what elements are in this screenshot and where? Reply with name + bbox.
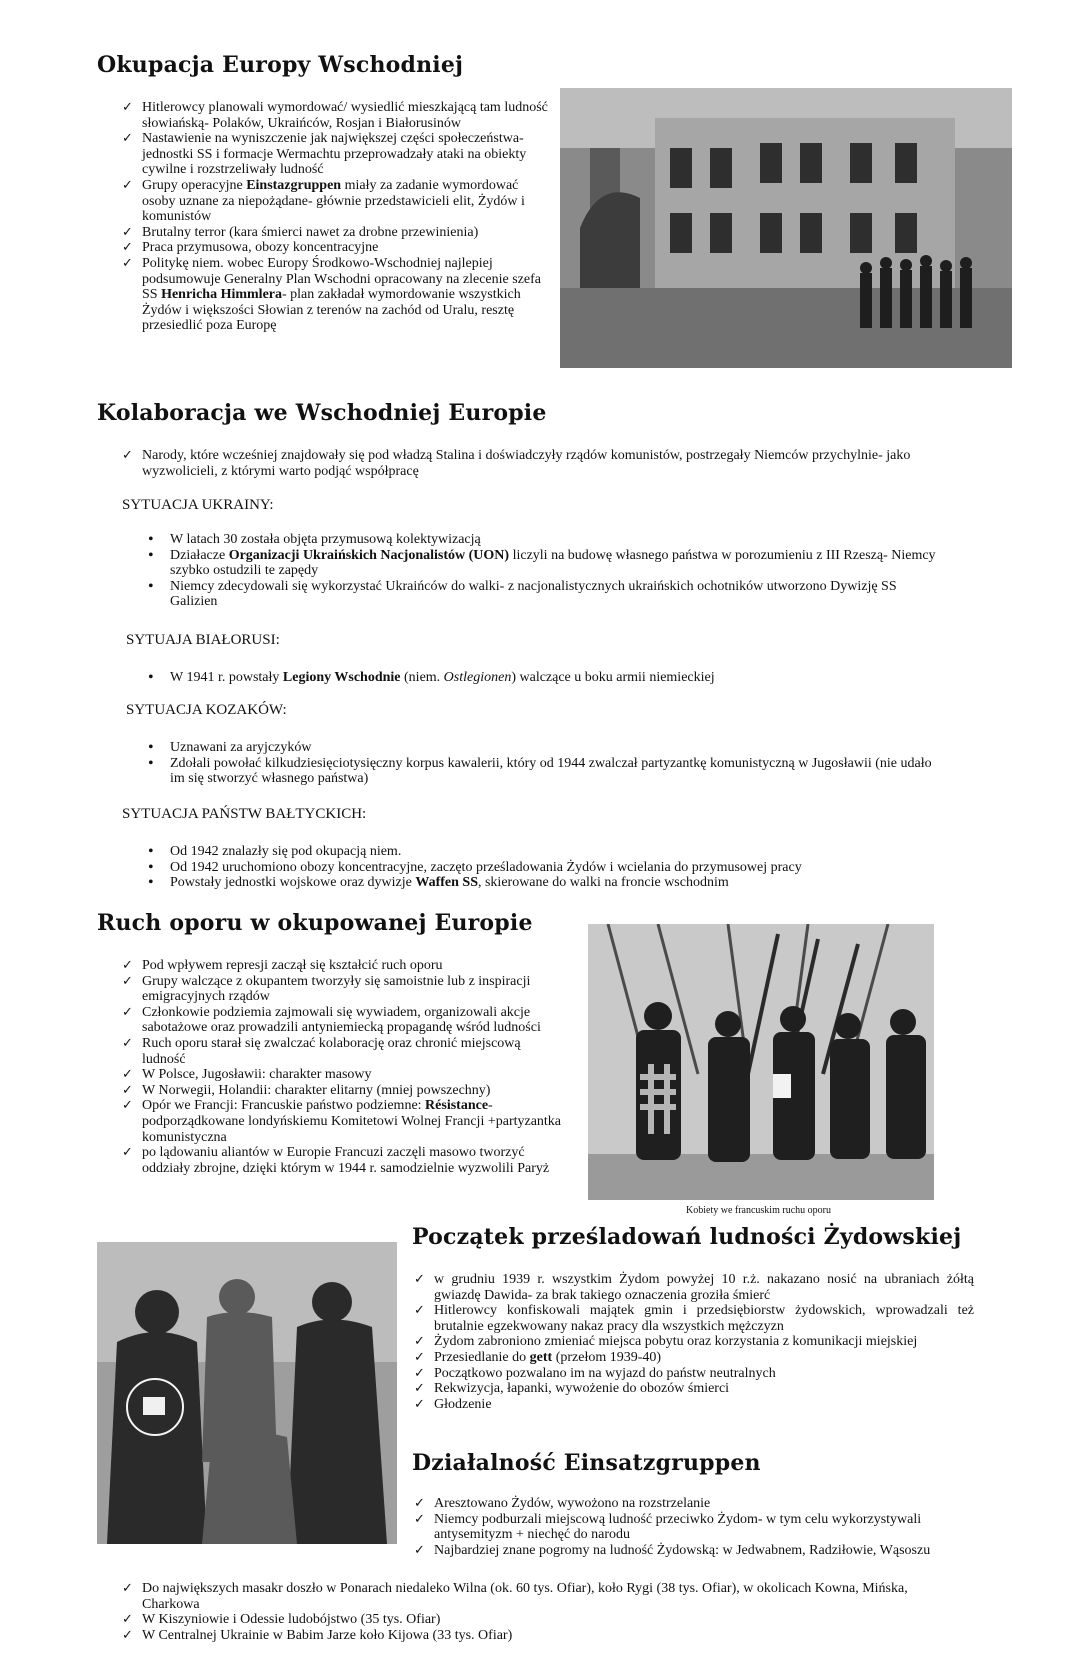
list-item [146,670,946,686]
list-item-text: ) walczące u boku armii niemieckiej [511,670,715,685]
list-item-text: (przełom 1939-40) [552,1349,662,1365]
collaboration-intro-list [122,448,922,479]
list-item [414,1397,974,1413]
list-item [146,740,946,756]
list-item-text: miały za zadanie wymordować osoby uznane za niepożądane- głównie przedstawicieli elit, Żydów i komunistów [142,177,525,225]
list-item [414,1350,974,1366]
list-item [122,1581,942,1612]
list-item-text: Ostlegionen [443,670,512,685]
baltic-heading: SYTUACJA PAŃSTW BAŁTYCKICH: [122,806,367,822]
list-item [122,100,552,131]
einsatzgruppen-list-bottom [122,1581,942,1643]
list-item-text: Nastawienie na wyniszczenie jak największej części społeczeństwa- jednostki SS i formacje Wermachtu przeprowadzały ataki na obiekty cywilne i rozstrzeliwały ludność [142,131,527,178]
list-item [146,548,946,579]
list-item-text: - podporządkowane londyńskiemu Komitetowi Wolnej Francji +partyzantka komunistyczna [142,1098,562,1145]
list-item-text: Opór we Francji: Francuskie państwo podziemne: [142,1098,426,1114]
list-item [146,756,946,787]
list-item-text: w grudniu 1939 r. wszystkim Żydom powyżej 10 r.ż. nakazano nosić na ubraniach żółtą gwiazdę Dawida- za brak takiego oznaczenia groziła śmierć [434,1272,974,1303]
list-item-text: Rekwizycja, łapanki, wywożenie do obozów śmierci [434,1381,730,1397]
list-item [122,131,552,178]
list-item [146,532,946,548]
photo-women-resistance [588,924,934,1200]
list-item-text: Do największych masakr doszło w Ponarach niedaleko Wilna (ok. 60 tys. Ofiar), koło Rygi (38 tys. Ofiar), w okolicach Kowna, Mińska, Charkowa [142,1581,908,1612]
list-item [414,1366,974,1382]
list-item [414,1272,974,1303]
list-item-text: Einstazgruppen [246,177,342,193]
list-item-text: Hitlerowcy planowali wymordować/ wysiedlić mieszkającą tam ludność słowiańską- Polaków, Ukraińców, Rosjan i Białorusinów [142,100,548,131]
ukraine-list [146,532,946,610]
list-item-text: Głodzenie [434,1396,492,1412]
list-item-text: Niemcy zdecydowali się wykorzystać Ukraińców do walki- z nacjonalistycznych ukraińskich ochotników utworzono Dywizję SS Galizien [170,578,897,610]
list-item [146,579,946,610]
list-item-text: Działacze [170,547,229,563]
list-item [122,225,552,241]
persecution-list [414,1272,974,1412]
list-item [414,1303,974,1334]
list-item-text: Aresztowano Żydów, wywożono na rozstrzelanie [434,1496,711,1511]
list-item-text: Niemcy podburzali miejscową ludność przeciwko Żydom- w tym celu wykorzystywali antysemityzm + niechęć do narodu [434,1511,922,1543]
list-item-text: Najbardziej znane pogromy na ludność Żydowską: w Jedwabnem, Radziłowie, Wąsoszu [434,1542,931,1558]
list-item [122,1612,942,1628]
list-item-text: po lądowaniu aliantów w Europie Francuzi zaczęli masowo tworzyć oddziały zbrojne, dzięki którym w 1944 r. samodzielnie wyzwolili Paryż [142,1145,550,1176]
list-item [414,1496,974,1512]
list-item-text: (niem. [400,670,444,685]
belarus-list [146,670,946,686]
list-item [414,1334,974,1350]
list-item-text: - plan zakładał wymordowanie wszystkich Żydów i większości Słowian z terenów na zachód od Uralu, resztę przesiedlić poza Europę [142,287,521,334]
list-item [122,1145,562,1176]
list-item-text: Politykę niem. wobec Europy Środkowo-Wschodniej najlepiej podsumowuje Generalny Plan Wschodni opracowany na zlecenie szefa SS [142,255,541,303]
list-item-text: Przesiedlanie do [434,1349,530,1365]
list-item-text: Pod wpływem represji zaczął się kształcić ruch oporu [142,958,443,973]
list-item-text: W Polsce, Jugosławii: charakter masowy [142,1067,372,1083]
list-item [146,844,946,860]
list-item [122,1067,562,1083]
list-item [414,1381,974,1397]
heading-persecution-jews: Początek prześladowań ludności Żydowskiej [412,1224,962,1250]
list-item [146,875,946,891]
list-item-text: Grupy operacyjne [142,177,247,193]
list-item-text: Żydom zabroniono zmieniać miejsca pobytu oraz korzystania z komunikacji miejskiej [434,1334,918,1350]
list-item [122,448,922,479]
list-item-text: W Centralnej Ukrainie w Babim Jarze koło Kijowa (33 tys. Ofiar) [142,1627,513,1643]
list-item-text: Henricha Himmlera [161,287,282,303]
cossacks-list [146,740,946,787]
list-item-text: Początkowo pozwalano im na wyjazd do państw neutralnych [434,1365,776,1381]
list-item [122,1083,562,1099]
list-item-text: W Norwegii, Holandii: charakter elitarny (mniej powszechny) [142,1082,491,1098]
photo-soldiers-building [560,88,1012,368]
list-item-text: W Kiszyniowie i Odessie ludobójstwo (35 tys. Ofiar) [142,1612,441,1628]
baltic-list [146,844,946,891]
einsatzgruppen-list-top [414,1496,974,1558]
list-item-text: , skierowane do walki na froncie wschodnim [477,875,729,891]
list-item-text: W latach 30 została objęta przymusową kolektywizacją [170,532,481,547]
list-item-text: Brutalny terror (kara śmierci nawet za drobne przewinienia) [142,224,479,240]
list-item [122,178,552,225]
list-item-text: gett [529,1349,553,1365]
list-item [122,240,552,256]
list-item-text: Od 1942 znalazły się pod okupacją niem. [170,844,402,859]
list-item [414,1543,974,1559]
list-item-text: Praca przymusowa, obozy koncentracyjne [142,240,379,256]
list-item-text: Grupy walczące z okupantem tworzyły się samoistnie lub z inspiracji emigracyjnych rządów [142,973,531,1005]
list-item-text: Hitlerowcy konfiskowali majątek gmin i przedsiębiorstw żydowskich, wprowadzali też brutalnie egzekwowany nakaz pracy dla wszystkich mężczyzn [434,1303,974,1334]
list-item-text: W 1941 r. powstały [170,670,283,685]
list-item [122,1005,562,1036]
list-item-text: Legiony Wschodnie [282,670,401,685]
list-item-text: Organizacji Ukraińskich Nacjonalistów (UON) [228,547,510,563]
resistance-list [122,958,562,1176]
occupation-list [122,100,552,334]
list-item [146,860,946,876]
list-item [122,1628,942,1644]
belarus-heading: SYTUAJA BIAŁORUSI: [126,632,280,648]
list-item-text: Członkowie podziemia zajmowali się wywiadem, organizowali akcje sabotażowe oraz prowadzili antyniemiecką propagandę wśród ludności [142,1004,541,1036]
heading-resistance: Ruch oporu w okupowanej Europie [97,910,533,936]
heading-occupation-eastern-europe: Okupacja Europy Wschodniej [97,52,464,78]
list-item [122,1036,562,1067]
ukraine-heading: SYTUACJA UKRAINY: [122,497,274,513]
list-item [122,958,562,974]
list-item-text: Waffen SS [415,875,478,891]
list-item-text: Powstały jednostki wojskowe oraz dywizje [170,875,416,891]
list-item-text: Od 1942 uruchomiono obozy koncentracyjne, zaczęto prześladowania Żydów i wcielania do przymusowej pracy [170,859,802,875]
list-item-text: Ruch oporu starał się zwalczać kolaborację oraz chronić miejscową ludność [142,1035,521,1067]
cossacks-heading: SYTUACJA KOZAKÓW: [126,702,287,718]
photo-caption: Kobiety we francuskim ruchu oporu [686,1205,831,1216]
list-item-text: Zdołali powołać kilkudziesięciotysięczny korpus kawalerii, który od 1944 zwalczał partyzantkę komunistyczną w Jugosławii (nie udało im się stworzyć własnego państwa) [170,755,932,787]
list-item-text: Résistance [425,1098,489,1114]
list-item [122,1098,562,1145]
list-item [414,1512,974,1543]
list-item [122,974,562,1005]
heading-einsatzgruppen: Działalność Einsatzgruppen [412,1450,761,1476]
heading-collaboration: Kolaboracja we Wschodniej Europie [97,400,547,426]
list-item [122,256,552,334]
list-item-text: liczyli na budowę własnego państwa w porozumieniu z III Rzeszą- Niemcy szybko ostudzili te zapędy [170,547,936,579]
photo-jewish-armband [97,1242,397,1544]
list-item-text: Uznawani za aryjczyków [170,740,312,755]
list-item-text: Narody, które wcześniej znajdowały się pod władzą Stalina i doświadczyły rządów komunistów, postrzegały Niemców przychylnie- jako wyzwolicieli, z którymi warto podjąć współpracę [142,448,911,479]
